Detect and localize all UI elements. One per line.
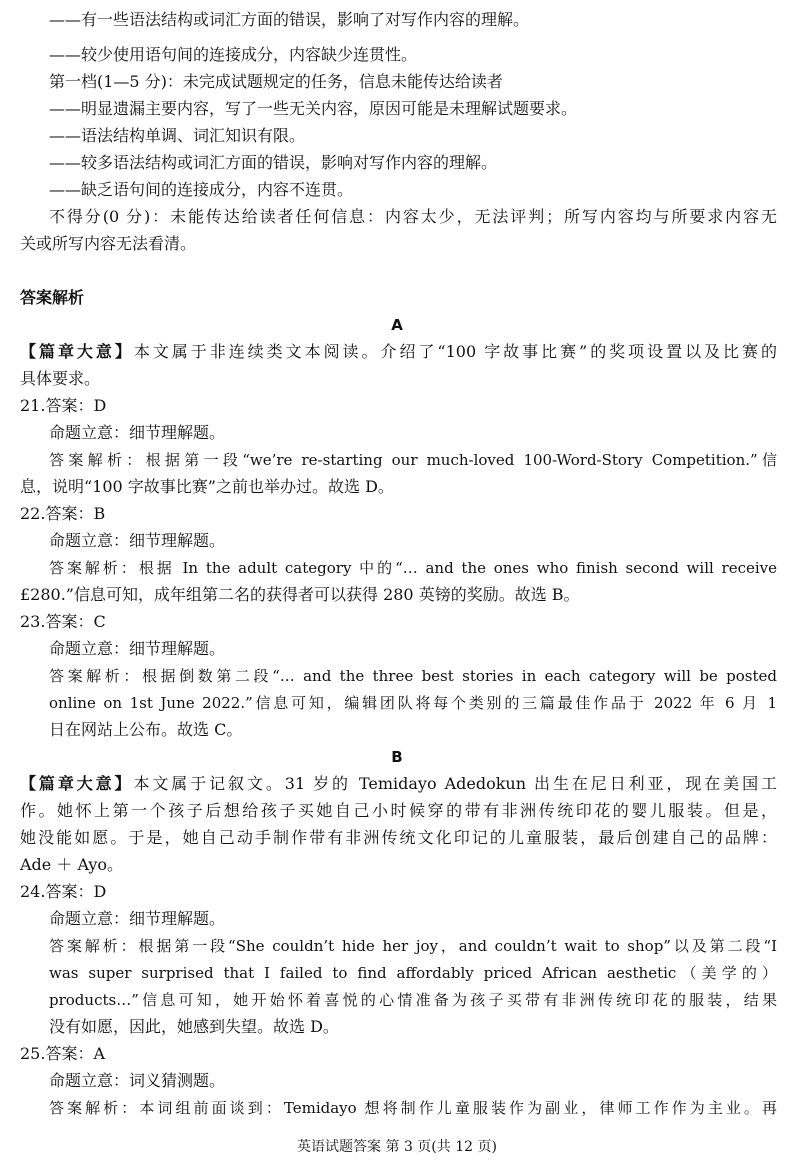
section-a-summary-line-2: 具体要求。 [20, 369, 101, 388]
no-score-line-2: 关或所写内容无法看清。 [20, 234, 197, 253]
q24-analysis-line-4: 没有如愿，因此，她感到失望。故选 D。 [49, 1017, 339, 1036]
grading-line-6: ——缺乏语句间的连接成分，内容不连贯。 [49, 180, 354, 199]
q24-analysis-line-3: products…”信息可知，她开始怀着喜悦的心情准备为孩子买带有非洲传统印花的服装，结果 [49, 991, 777, 1009]
grading-line-1: ——有一些语法结构或词汇方面的错误，影响了对写作内容的理解。 [49, 10, 530, 29]
q23-intent: 命题立意：细节理解题。 [49, 639, 226, 658]
no-score-line-1: 不得分(0 分)：未能传达给读者任何信息：内容太少，无法评判；所写内容均与所要求内容无 [49, 207, 777, 226]
q24-analysis-line-1: 答案解析：根据第一段“She couldn’t hide her joy，and couldn’t wait to shop”以及第二段“I [49, 937, 777, 955]
q21-analysis-line-2: 息，说明“100 字故事比赛”之前也举办过。故选 D。 [20, 477, 394, 496]
grading-line-4: ——语法结构单调、词汇知识有限。 [49, 126, 306, 145]
grading-line-3: ——明显遗漏主要内容，写了一些无关内容，原因可能是未理解试题要求。 [49, 99, 578, 118]
section-b-summary-tag: 【篇章大意】 [20, 774, 134, 793]
q23-analysis-line-1: 答案解析：根据倒数第二段“… and the three best stories in each category will be posted [49, 667, 777, 685]
q25-answer: 25.答案：A [20, 1044, 106, 1063]
q21-answer: 21.答案：D [20, 396, 107, 415]
section-b-summary-line-1 [20, 774, 777, 794]
q22-intent: 命题立意：细节理解题。 [49, 531, 226, 550]
grading-line-2: ——较少使用语句间的连接成分，内容缺少连贯性。 [49, 45, 418, 64]
q24-intent: 命题立意：细节理解题。 [49, 909, 226, 928]
q25-intent: 命题立意：词义猜测题。 [49, 1071, 226, 1090]
q23-answer: 23.答案：C [20, 612, 106, 631]
q21-intent: 命题立意：细节理解题。 [49, 423, 226, 442]
section-b-heading: B [391, 748, 403, 766]
q24-analysis-line-2: was super surprised that I failed to find affordably priced African aesthetic（美学的） [49, 964, 777, 982]
q22-analysis-line-2: £280.”信息可知，成年组第二名的获得者可以获得 280 英镑的奖励。故选 B。 [20, 585, 580, 604]
q23-analysis-line-3: 日在网站上公布。故选 C。 [49, 720, 243, 739]
q21-analysis-line-1: 答案解析：根据第一段“we’re re-starting our much-loved 100-Word-Story Competition.”信 [49, 451, 777, 469]
page-footer: 英语试题答案 第 3 页(共 12 页) [297, 1139, 497, 1155]
section-b-summary-line-3: 她没能如愿。于是，她自己动手制作带有非洲传统文化印记的儿童服装，最后创建自己的品牌： [20, 828, 777, 847]
section-a-summary-tag: 【篇章大意】 [20, 342, 134, 361]
section-b-summary-text: 本文属于记叙文。31 岁的 Temidayo Adedokun 出生在尼日利亚，现在美国工 [133, 774, 777, 793]
q23-analysis-line-2: online on 1st June 2022.”信息可知，编辑团队将每个类别的三篇最佳作品于 2022 年 6 月 1 [49, 694, 777, 712]
section-a-heading: A [391, 316, 403, 334]
section-a-summary-text: 本文属于非连续类文本阅读。介绍了“100 字故事比赛”的奖项设置以及比赛的 [133, 342, 777, 361]
grading-line-5: ——较多语法结构或词汇方面的错误，影响对写作内容的理解。 [49, 153, 498, 172]
grading-tier-1-heading: 第一档(1—5 分)：未完成试题规定的任务，信息未能传达给读者 [49, 72, 503, 91]
q24-answer: 24.答案：D [20, 882, 107, 901]
q22-analysis-line-1: 答案解析：根据 In the adult category 中的“… and the ones who finish second will receive [49, 559, 777, 577]
section-b-summary-line-4: Ade ＋ Ayo。 [20, 855, 124, 874]
q25-analysis-line-1: 答案解析：本词组前面谈到：Temidayo 想将制作儿童服装作为副业，律师工作作为主业。再 [49, 1099, 777, 1117]
section-a-summary-line-1 [20, 342, 777, 362]
q22-answer: 22.答案：B [20, 504, 106, 523]
section-b-summary-line-2: 作。她怀上第一个孩子后想给孩子买她自己小时候穿的带有非洲传统印花的婴儿服装。但是， [20, 801, 777, 820]
answer-heading: 答案解析 [20, 288, 85, 307]
